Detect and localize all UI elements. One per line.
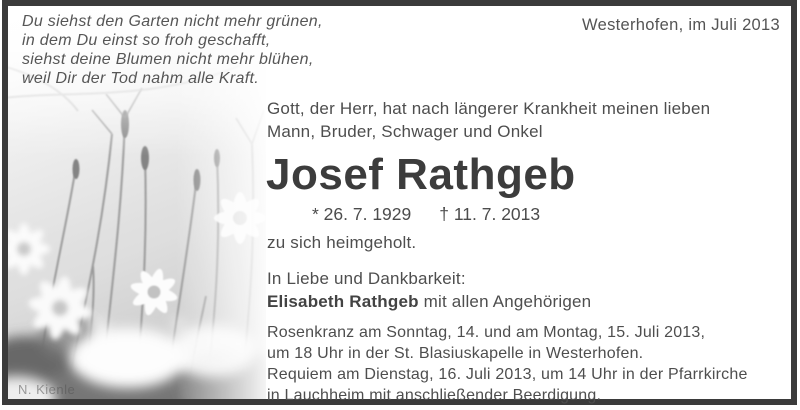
photographer-watermark: N. Kienle [18, 382, 76, 397]
service-line: Requiem am Dienstag, 16. Juli 2013, um 14 Uhr in der Pfarrkirche [267, 366, 748, 383]
place-dateline: Westerhofen, im Juli 2013 [582, 16, 780, 34]
service-line: Rosenkranz am Sonntag, 14. und am Montag, 15. Juli 2013, [267, 324, 706, 341]
closing-phrase: zu sich heimgeholt. [267, 233, 417, 252]
mourners-suffix: mit allen Angehörigen [418, 292, 592, 311]
announcement-line: Gott, der Herr, hat nach längerer Krankheit meinen lieben [267, 99, 711, 118]
poem-line: weil Dir der Tod nahm alle Kraft. [22, 70, 259, 87]
mourner-name: Elisabeth Rathgeb [267, 292, 419, 311]
service-line: in Lauchheim mit anschließender Beerdigung. [267, 387, 602, 404]
poem-line: in dem Du einst so froh geschafft, [22, 32, 271, 49]
mourners-names [267, 290, 591, 313]
birth-date: * 26. 7. 1929 [312, 204, 412, 224]
service-line: um 18 Uhr in der St. Blasiuskapelle in Westerhofen. [267, 345, 644, 362]
memorial-poem [22, 12, 323, 88]
poem-line: siehst deine Blumen nicht mehr blühen, [22, 51, 314, 68]
announcement-text [267, 97, 710, 143]
life-dates [312, 204, 540, 225]
announcement-line: Mann, Bruder, Schwager und Onkel [267, 122, 543, 141]
poem-line: Du siehst den Garten nicht mehr grünen, [22, 13, 323, 30]
mourners-intro: In Liebe und Dankbarkeit: [267, 269, 466, 288]
death-date: † 11. 7. 2013 [439, 204, 541, 224]
deceased-name: Josef Rathgeb [266, 150, 576, 199]
mourners-block [267, 267, 591, 313]
funeral-services-block [267, 322, 748, 406]
